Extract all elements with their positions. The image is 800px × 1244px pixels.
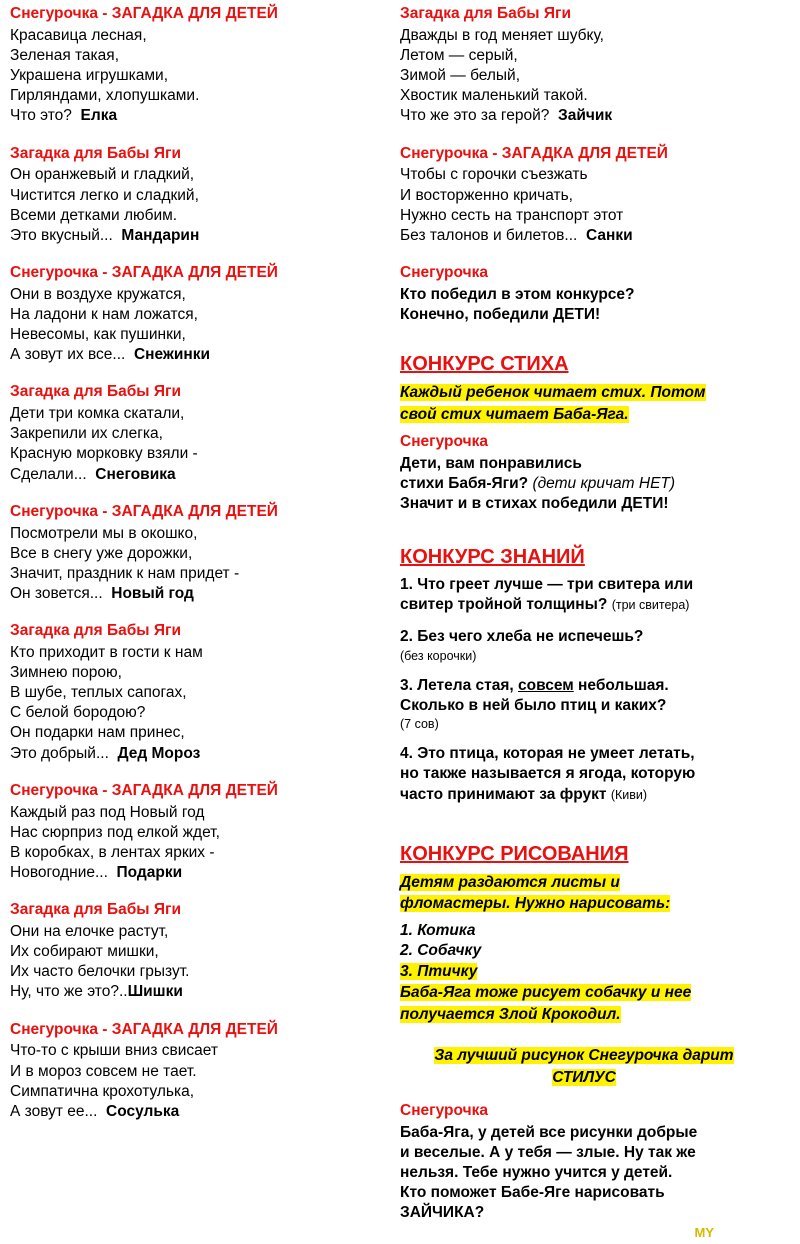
riddle-answer-line [10,584,378,604]
question-line [400,595,768,615]
list-item: 2. Собачку [400,942,482,960]
riddle-question: Новогодние... [10,864,108,882]
speaker-label: Снегурочка [400,432,488,450]
riddle-line: Кто приходит в гости к нам [10,643,203,661]
riddle-question: Что же это за герой? [400,107,550,125]
riddle-line: Все в снегу уже дорожки, [10,544,193,562]
question-item [400,627,768,663]
riddle-question: А зовут ее... [10,1102,98,1120]
question-item [400,676,768,733]
question-item [400,575,768,615]
riddle-line: Нас сюрприз под елкой ждет, [10,823,220,841]
question-answer: (три свитера) [611,598,690,613]
riddle-title: Загадка для Бабы Яги [400,5,571,22]
riddle-answer-line [10,1102,378,1122]
contest-knowledge-section [400,545,768,805]
spacer [400,617,768,627]
riddle-title: Снегурочка - ЗАГАДКА ДЛЯ ДЕТЕЙ [10,263,278,281]
riddle-line: Закрепили их слегка, [10,425,163,443]
riddle-title: Загадка для Бабы Яги [10,901,181,919]
riddle-line: Они на елочке растут, [10,922,169,940]
riddle-block [10,382,378,484]
riddle-question: Ну, что же это?.. [10,983,128,1001]
riddle-answer: Дед Мороз [117,744,201,762]
riddle-line: Зимнею порою, [10,664,122,682]
spacer [400,342,768,352]
riddle-line: С белой бородою? [10,704,146,722]
speaker-label: Снегурочка [400,263,488,281]
riddle-line: Невесомы, как пушинки, [10,326,186,344]
riddle-title: Снегурочка - ЗАГАДКА ДЛЯ ДЕТЕЙ [400,144,668,162]
speech-line: Конечно, победили ДЕТИ! [400,306,601,324]
riddle-line: Зеленая такая, [10,46,119,64]
spacer [400,666,768,676]
riddle-answer-line [10,982,378,1002]
riddle-answer: Новый год [111,584,194,602]
riddle-line: На ладони к нам ложатся, [10,305,198,323]
riddle-title: Снегурочка - ЗАГАДКА ДЛЯ ДЕТЕЙ [10,781,278,799]
riddle-answer: Сосулька [106,1102,180,1120]
riddle-line: Красную морковку взяли - [10,445,198,463]
highlight-line: Баба-Яга тоже рисует собачку и нее [400,984,692,1002]
question-answer: (7 сов) [400,717,439,732]
highlight-line: Детям раздаются листы и [400,873,620,891]
speech-line: ЗАЙЧИКА? [400,1204,485,1222]
highlight-line: За лучший рисунок Снегурочка дарит [434,1047,734,1065]
riddle-line: Хвостик маленький такой. [400,87,588,105]
list-item: 1. Котика [400,921,476,939]
speech-line: Дети, вам понравились [400,454,582,472]
question-item [400,744,768,804]
highlight-line: Каждый ребенок читает стих. Потом [400,384,706,402]
prize-note [400,1045,768,1088]
riddle-answer-line [10,345,378,365]
contest-drawing-section [400,842,768,1224]
question-emphasis: совсем [518,676,574,694]
riddle-line: Их собирают мишки, [10,943,159,961]
riddle-block [10,4,378,127]
speech-line: Кто поможет Бабе-Яге нарисовать [400,1184,665,1202]
speech-line: Кто победил в этом конкурсе? [400,286,635,304]
riddle-line: Дети три комка скатали, [10,405,185,423]
riddle-line: Красавица лесная, [10,26,147,44]
stage-direction [400,982,768,1025]
riddle-block [10,900,378,1002]
question-line: 4. Это птица, которая не умеет летать, [400,745,695,763]
riddle-question: Это добрый... [10,744,109,762]
snegurochka-speech [400,263,768,325]
riddle-block [10,144,378,246]
riddle-answer-line [10,226,378,246]
riddle-question: Что это? [10,107,72,125]
question-answer: (Киви) [610,787,648,802]
spacer [400,531,768,545]
question-line: 3. Летела стая, совсем небольшая. [400,676,669,694]
question-line: 1. Что греет лучше — три свитера или [400,576,694,594]
riddle-answer: Снеговика [95,465,176,483]
riddle-line: Летом — серый, [400,46,518,64]
question-line [400,785,768,805]
riddle-answer: Елка [80,107,118,125]
speech-aside: (дети кричат НЕТ) [532,474,676,492]
riddle-question: Это вкусный... [10,226,113,244]
riddle-title: Снегурочка - ЗАГАДКА ДЛЯ ДЕТЕЙ [10,5,278,22]
spacer [400,822,768,842]
question-line: 2. Без чего хлеба не испечешь? [400,628,644,646]
riddle-line: Чистится легко и сладкий, [10,186,199,204]
riddle-line: Каждый раз под Новый год [10,803,205,821]
riddle-line: В шубе, теплых сапогах, [10,684,187,702]
riddle-title: Снегурочка - ЗАГАДКА ДЛЯ ДЕТЕЙ [10,1020,278,1038]
riddle-line: Дважды в год меняет шубку, [400,26,604,44]
speech-line: нельзя. Тебе нужно учится у детей. [400,1164,673,1182]
highlight-line: получается Злой Крокодил. [400,1005,621,1023]
riddle-answer: Подарки [116,864,183,882]
riddle-answer-line [10,744,378,764]
riddle-line: Украшена игрушками, [10,67,169,85]
riddle-line: Зимой — белый, [400,67,521,85]
highlight-line: свой стих читает Баба-Яга. [400,405,629,423]
riddle-line: Значит, праздник к нам придет - [10,564,240,582]
watermark-logo: MY [694,1225,714,1241]
riddle-block [400,144,768,246]
riddle-title: Загадка для Бабы Яги [10,622,181,640]
riddle-line: И восторженно кричать, [400,186,573,204]
contest-poem-section [400,352,768,514]
list-item [400,962,768,982]
speech-text: стихи Бабя-Яги? [400,474,529,492]
speech-line: Значит и в стихах победили ДЕТИ! [400,494,669,512]
riddle-block [10,263,378,365]
riddle-title: Загадка для Бабы Яги [10,383,181,401]
riddle-question: Без талонов и билетов... [400,226,578,244]
riddle-line: Они в воздухе кружатся, [10,285,186,303]
speaker-label: Снегурочка [400,1101,488,1119]
riddle-block [10,621,378,764]
speech-line: и веселые. А у тебя — злые. Ну так же [400,1143,696,1161]
riddle-block [400,4,768,127]
riddle-line: Что-то с крыши вниз свисает [10,1042,218,1060]
spacer [400,734,768,744]
riddle-question: Он зовется... [10,584,103,602]
riddle-line: Нужно сесть на транспорт этот [400,206,624,224]
stage-direction [400,382,768,425]
riddle-answer: Снежинки [133,346,211,364]
question-text: свитер тройной толщины? [400,596,608,614]
left-column [10,4,378,1139]
riddle-answer-line [10,863,378,883]
riddle-answer-line [10,106,378,126]
riddle-answer: Санки [585,226,633,244]
right-column [400,4,768,1240]
spacer [400,1031,768,1045]
riddle-title: Загадка для Бабы Яги [10,144,181,162]
list-item-text: 3. Птичку [400,962,478,980]
riddle-title: Снегурочка - ЗАГАДКА ДЛЯ ДЕТЕЙ [10,502,278,520]
two-column-layout [10,4,790,1240]
riddle-line: Он оранжевый и гладкий, [10,166,195,184]
speech-line: Баба-Яга, у детей все рисунки добрые [400,1123,698,1141]
highlight-line: фломастеры. Нужно нарисовать: [400,895,671,913]
riddle-answer-line [400,226,768,246]
riddle-line: Их часто белочки грызут. [10,963,190,981]
question-answer: (без корочки) [400,648,477,663]
riddle-line: Посмотрели мы в окошко, [10,524,198,542]
section-heading: КОНКУРС ЗНАНИЙ [400,546,585,569]
question-text: часто принимают за фрукт [400,785,607,803]
riddle-line: Симпатична крохотулька, [10,1082,195,1100]
riddle-line: Он подарки нам принес, [10,724,185,742]
highlight-line: СТИЛУС [552,1069,616,1087]
riddle-question: Сделали... [10,465,87,483]
section-heading: КОНКУРС СТИХА [400,353,569,376]
riddle-line: И в мороз совсем не тает. [10,1062,197,1080]
question-line: но также называется я ягода, которую [400,765,696,783]
riddle-question: А зовут их все... [10,346,126,364]
riddle-line: Гирляндами, хлопушками. [10,87,200,105]
riddle-answer: Шишки [127,983,183,1001]
riddle-block [10,781,378,883]
question-line: Сколько в ней было птиц и каких? [400,696,667,714]
riddle-block [10,502,378,604]
riddle-line: Всеми детками любим. [10,206,178,224]
speech-line [400,474,768,494]
riddle-answer-line [400,106,768,126]
riddle-answer: Мандарин [121,226,200,244]
stage-direction [400,872,768,915]
riddle-answer: Зайчик [558,107,613,125]
riddle-line: В коробках, в лентах ярких - [10,843,215,861]
riddle-line: Чтобы с горочки съезжать [400,166,588,184]
riddle-block [10,1020,378,1122]
riddle-answer-line [10,465,378,485]
section-heading: КОНКУРС РИСОВАНИЯ [400,842,629,865]
